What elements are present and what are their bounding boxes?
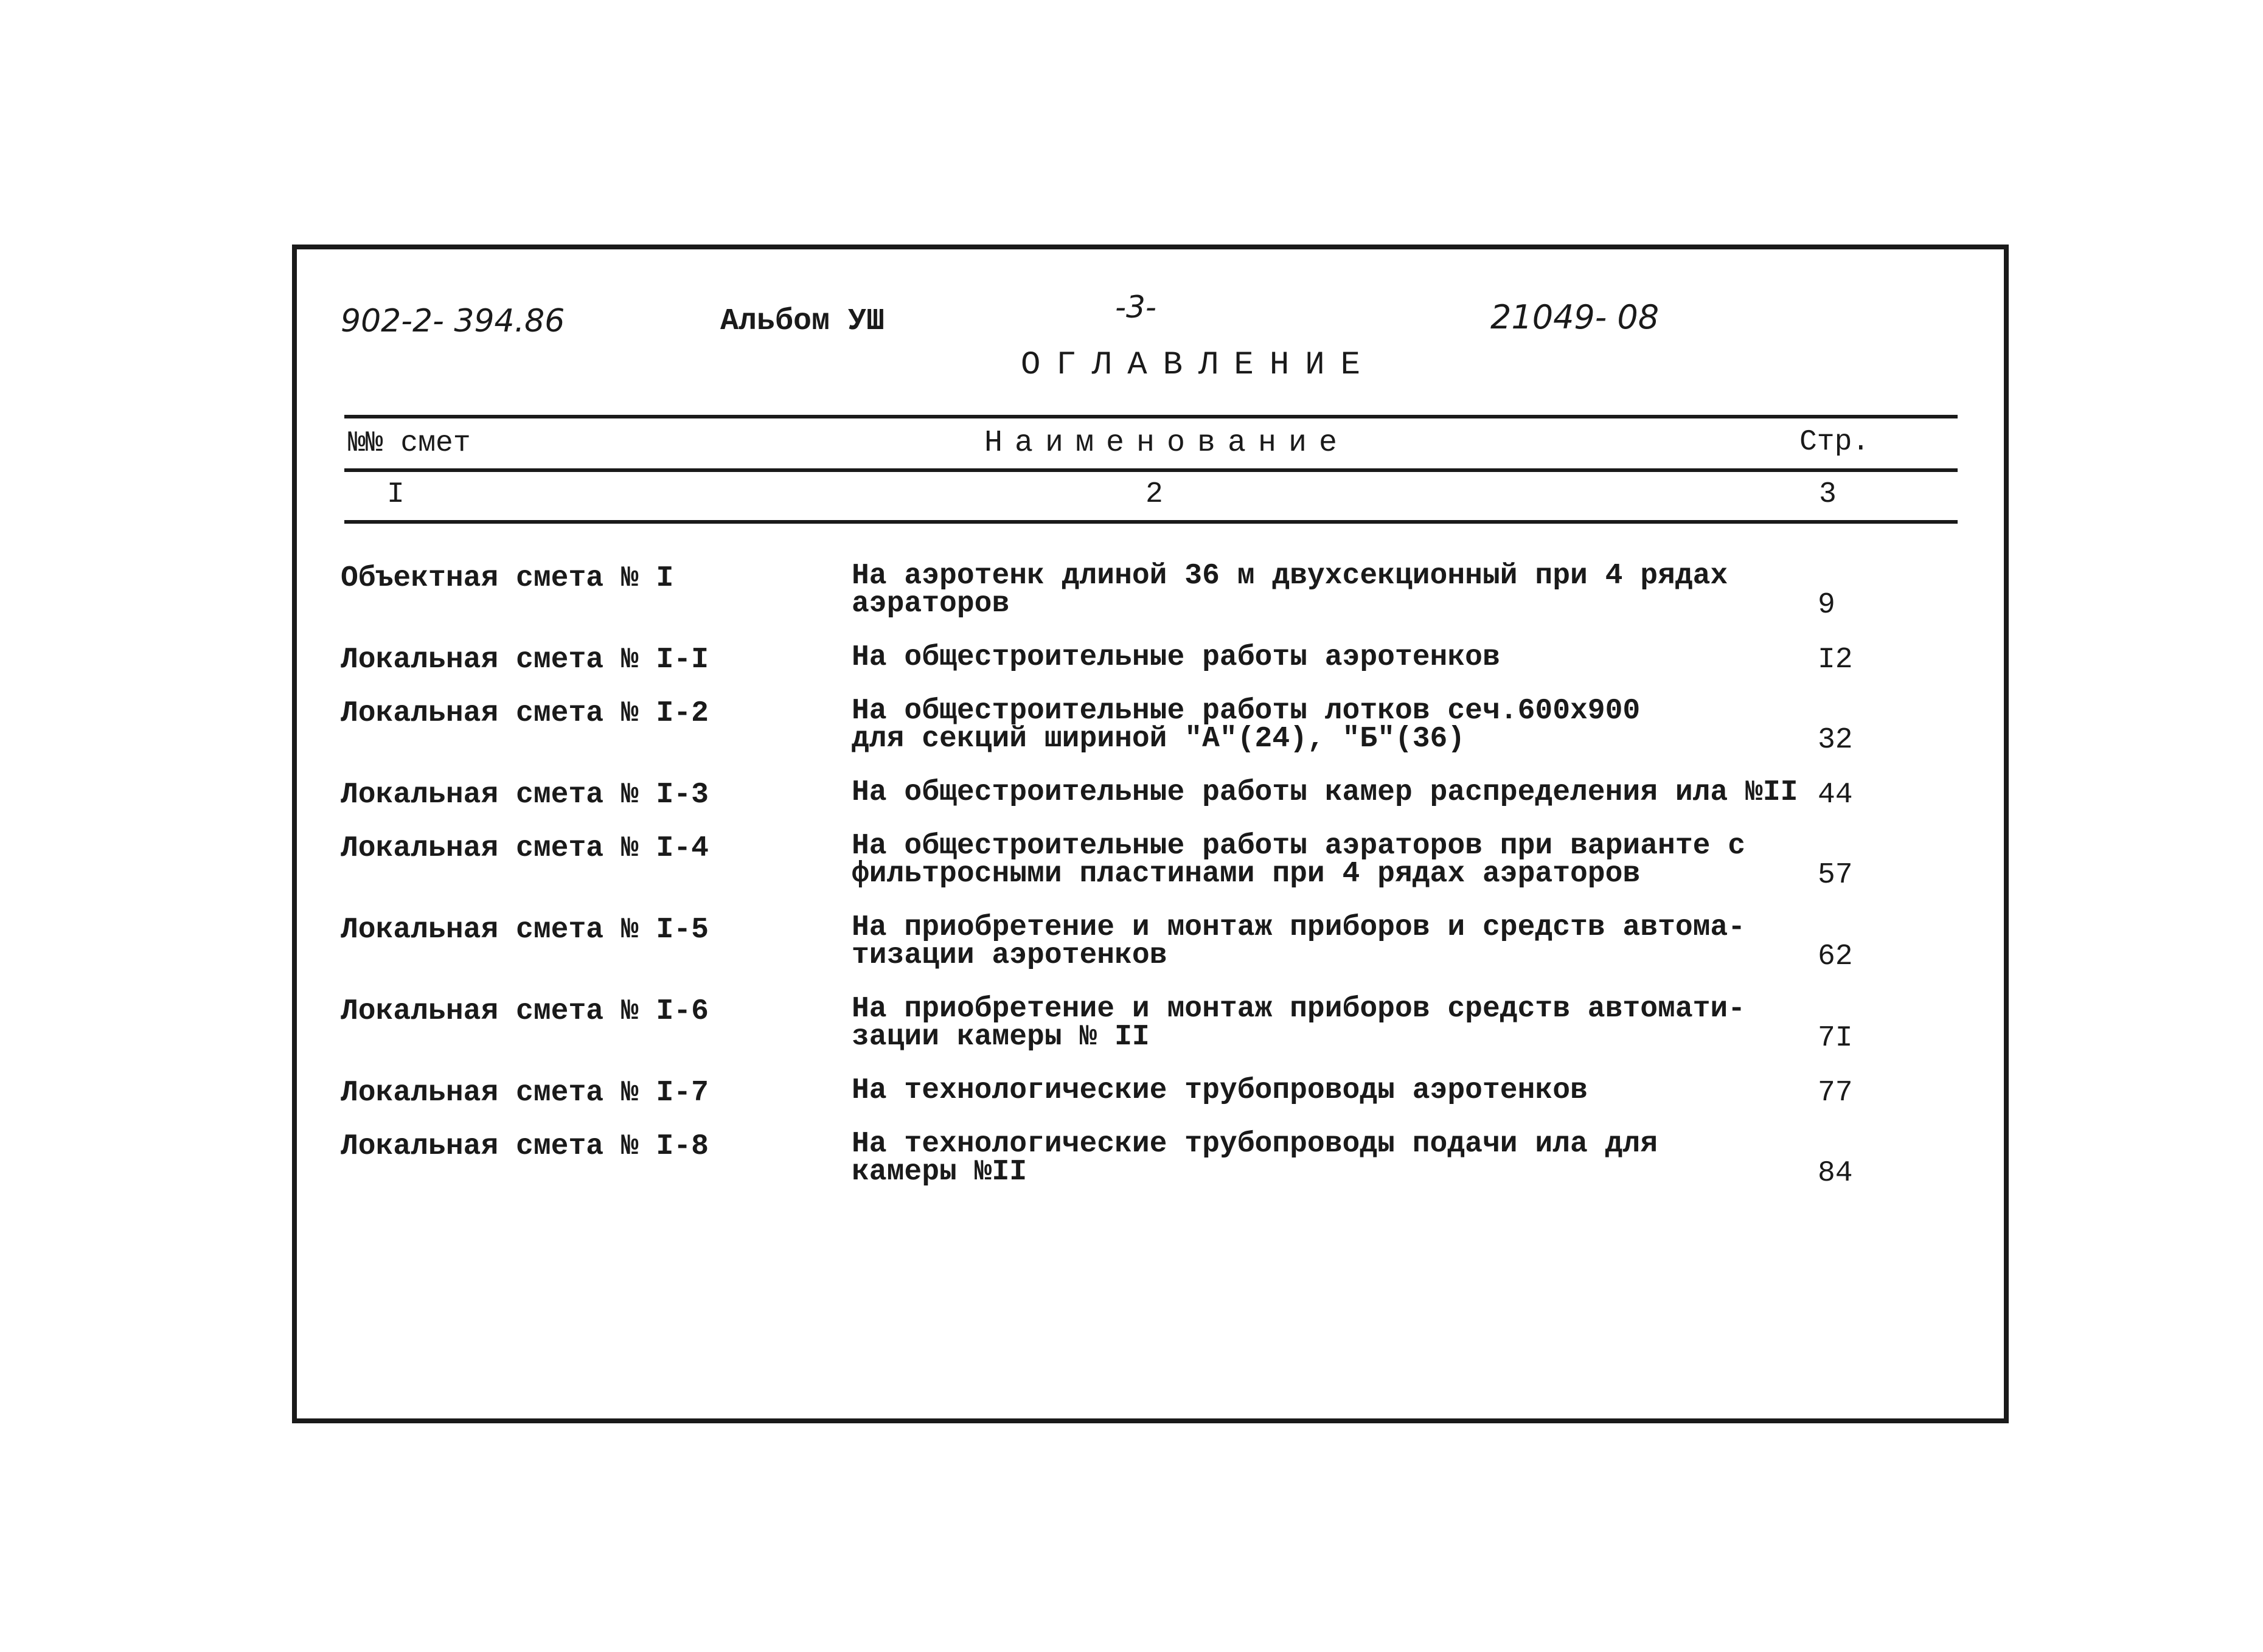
- estimate-name: [852, 911, 1746, 972]
- estimate-code: Локальная смета № I-2: [341, 697, 709, 730]
- estimate-name: [852, 995, 1745, 1051]
- estimate-name: [852, 697, 1640, 753]
- estimate-name: [852, 776, 1798, 809]
- estimate-name-line: На общестроительные работы лотков сеч.600х900: [852, 695, 1641, 727]
- estimate-page: 32: [1818, 724, 1853, 757]
- estimate-name-line: для секций шириной "А"(24), "Б"(36): [852, 723, 1465, 755]
- estimate-name-line: На приобретение и монтаж приборов и средств автома-: [852, 911, 1746, 944]
- estimate-name-line: тизации аэротенков: [852, 939, 1167, 972]
- column-header-name: Наименование: [984, 426, 1350, 460]
- estimate-name-line: На общестроительные работы камер распределения ила №II: [852, 776, 1798, 809]
- estimate-code: Локальная смета № I-7: [341, 1077, 709, 1109]
- estimate-code: Объектная смета № I: [341, 562, 674, 595]
- estimate-name-line: На технологические трубопроводы аэротенков: [852, 1074, 1588, 1107]
- estimate-name-line: На аэротенк длиной 36 м двухсекционный при 4 рядах: [852, 560, 1728, 592]
- page-number: -3-: [1115, 290, 1156, 325]
- estimate-name: [852, 562, 1728, 618]
- estimate-page: 7I: [1818, 1022, 1853, 1055]
- estimate-code: Локальная смета № I-6: [341, 995, 709, 1028]
- estimate-name-line: На технологические трубопроводы подачи ила для: [852, 1128, 1658, 1161]
- estimate-name: [852, 1128, 1658, 1189]
- estimate-name-line: зации камеры № II: [852, 1021, 1150, 1053]
- estimate-name-line: аэраторов: [852, 588, 1010, 620]
- table-top-rule: [344, 415, 1958, 418]
- estimate-name: [852, 641, 1500, 674]
- estimate-page: 57: [1818, 859, 1853, 892]
- column-number-3: 3: [1819, 478, 1837, 511]
- column-header-page: Стр.: [1799, 426, 1870, 459]
- document-frame: [292, 245, 2009, 1423]
- estimate-name-line: На общестроительные работы аэротенков: [852, 641, 1500, 674]
- table-header-rule: [344, 468, 1958, 472]
- estimate-name: [852, 832, 1745, 888]
- estimate-code: Локальная смета № I-4: [341, 832, 709, 865]
- estimate-page: 9: [1818, 589, 1835, 622]
- column-number-2: 2: [1145, 478, 1163, 511]
- estimate-name-line: На общестроительные работы аэраторов при варианте с: [852, 830, 1746, 862]
- inventory-number: 21049- 08: [1490, 298, 1660, 336]
- estimate-page: 44: [1818, 779, 1853, 811]
- estimate-name: [852, 1074, 1588, 1107]
- estimate-code: Локальная смета № I-8: [341, 1130, 709, 1163]
- estimate-code: Локальная смета № I-I: [341, 644, 709, 676]
- estimate-name-line: камеры №II: [852, 1156, 1027, 1189]
- estimate-page: 77: [1818, 1077, 1853, 1109]
- album-label: Альбом УШ: [720, 304, 885, 339]
- estimate-code: Локальная смета № I-5: [341, 914, 709, 946]
- column-number-1: I: [387, 478, 405, 511]
- estimate-page: 84: [1818, 1157, 1853, 1190]
- table-body-rule: [344, 520, 1958, 524]
- estimate-name-line: фильтросными пластинами при 4 рядах аэраторов: [852, 858, 1641, 890]
- estimate-name-line: На приобретение и монтаж приборов средств автомати-: [852, 993, 1746, 1026]
- document-code: 902-2- 394.86: [341, 303, 565, 339]
- column-header-code: №№ смет: [348, 427, 471, 460]
- page-title: ОГЛАВЛЕНИЕ: [1021, 347, 1377, 384]
- estimate-page: I2: [1818, 644, 1853, 676]
- estimate-code: Локальная смета № I-3: [341, 779, 709, 811]
- estimate-page: 62: [1818, 940, 1853, 973]
